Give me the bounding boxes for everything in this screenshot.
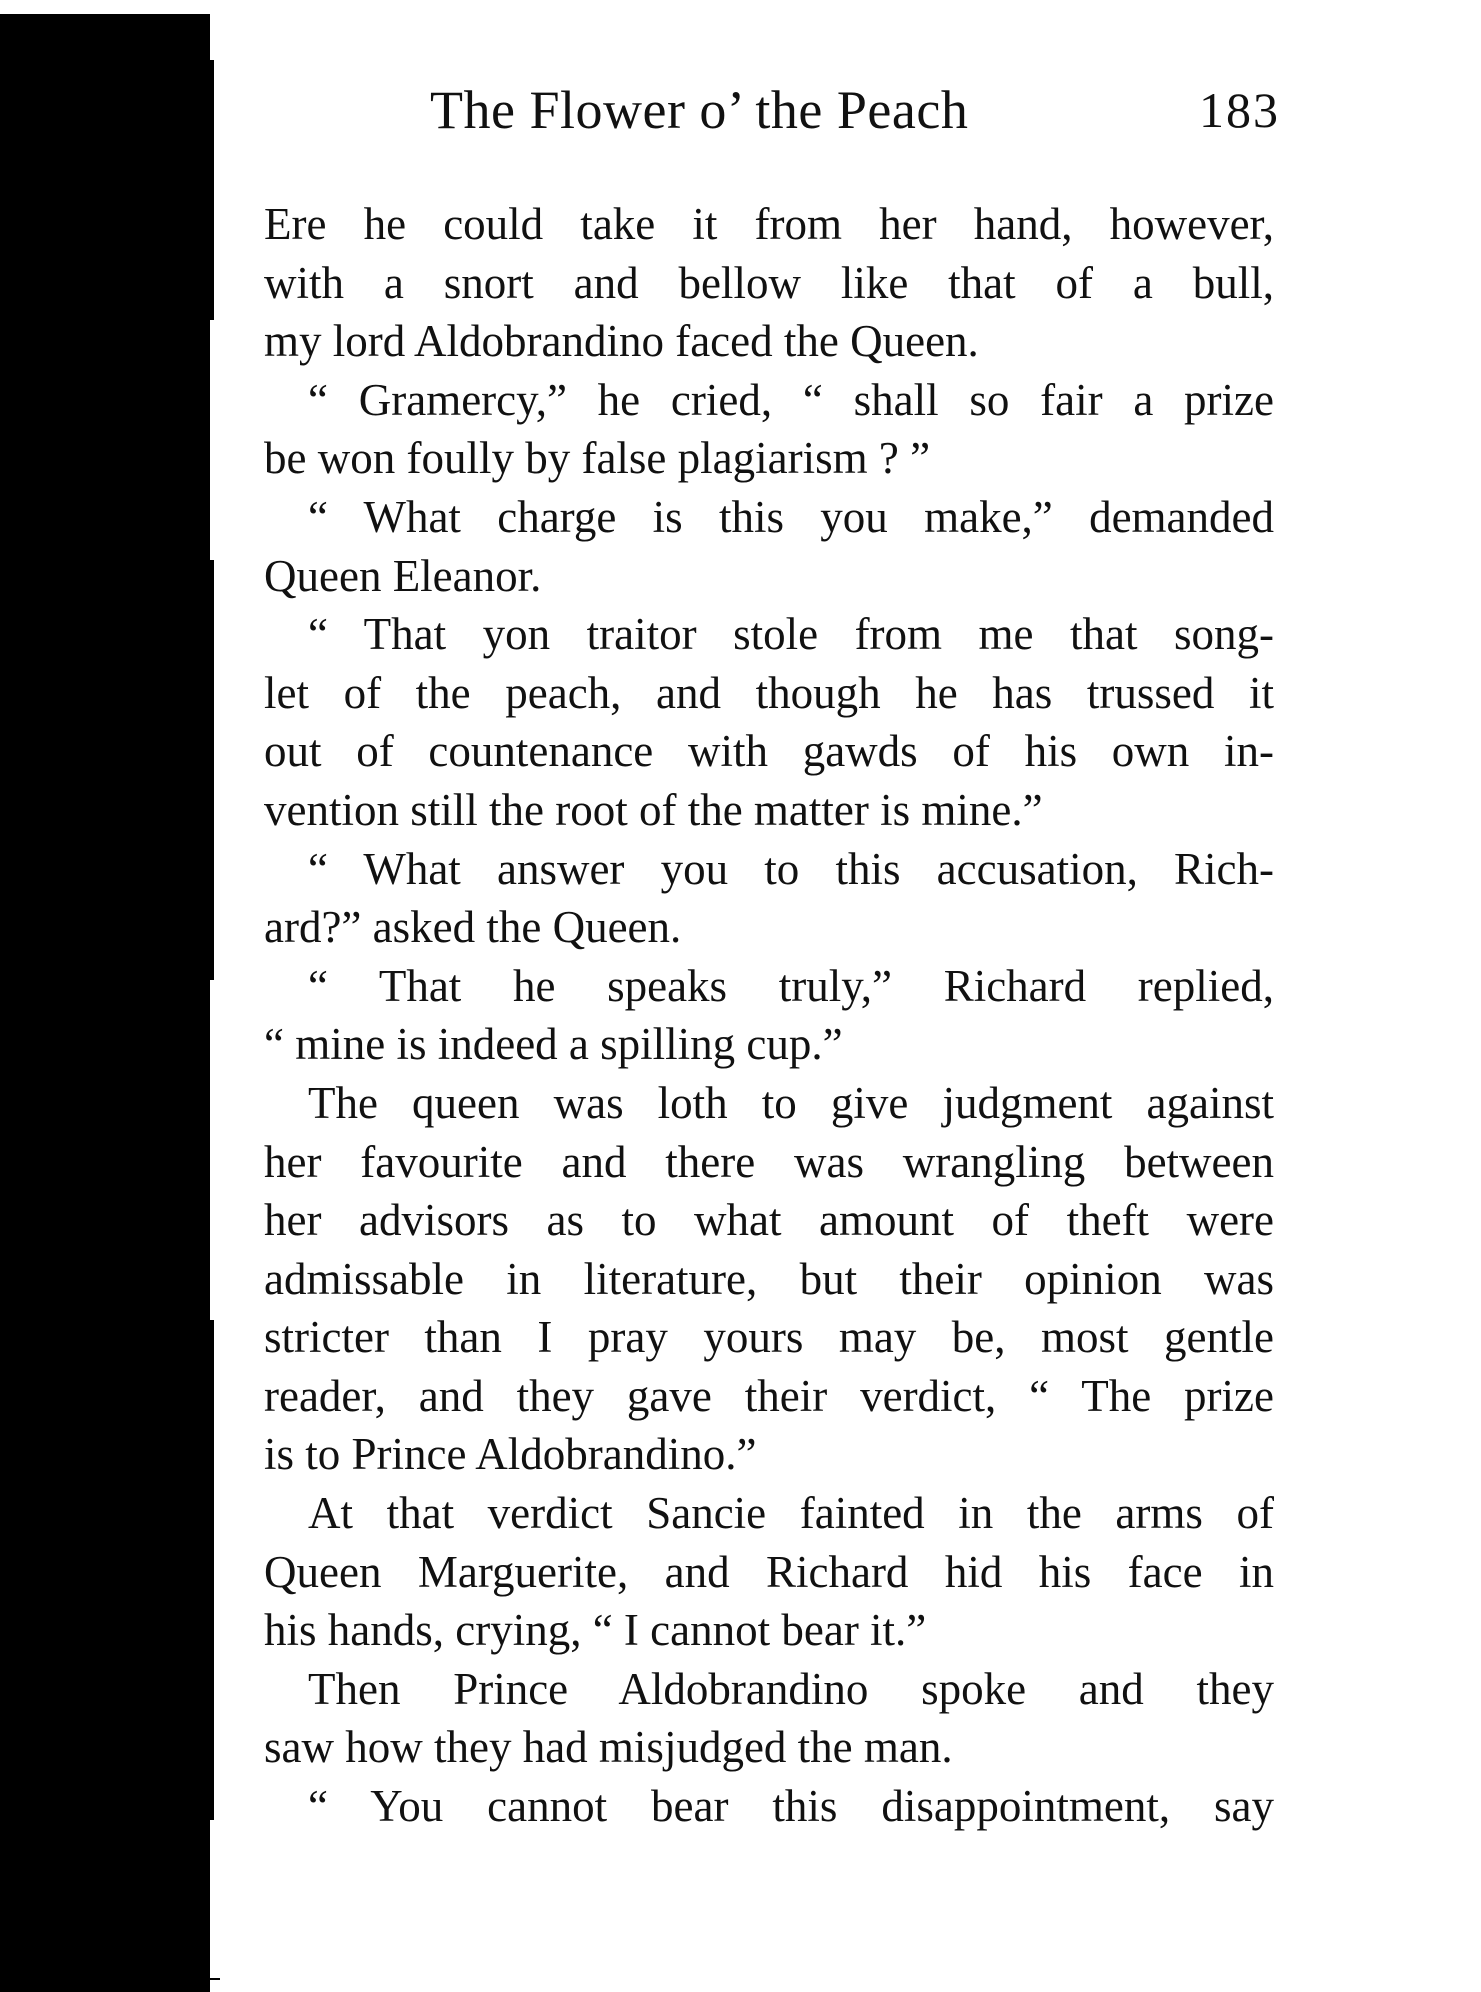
text-line: stricter than I pray yours may be, most gentle	[264, 1312, 1274, 1363]
text-line: reader, and they gave their verdict, “ The prize	[264, 1370, 1274, 1421]
text-line: Queen Eleanor.	[264, 550, 542, 601]
scan-shadow-notch	[200, 560, 214, 980]
text-line: her favourite and there was wrangling between	[264, 1136, 1274, 1187]
scan-shadow-notch	[200, 60, 214, 320]
text-line: At that verdict Sancie fainted in the arms of	[308, 1488, 1274, 1539]
text-line: Ere he could take it from her hand, however,	[264, 199, 1274, 249]
scan-shadow-notch	[200, 1320, 214, 1820]
text-line: be won foully by false plagiarism ? ”	[264, 433, 931, 484]
text-line: her advisors as to what amount of theft were	[264, 1195, 1274, 1246]
text-line: let of the peach, and though he has trussed it	[264, 667, 1274, 718]
text-line: “ That he speaks truly,” Richard replied,	[308, 960, 1274, 1011]
text-line: out of countenance with gawds of his own in-	[264, 726, 1274, 777]
text-line: “ What answer you to this accusation, Rich-	[308, 843, 1274, 894]
page-number: 183	[1199, 82, 1280, 138]
body-text	[264, 195, 1274, 1836]
text-line: “ What charge is this you make,” demanded	[308, 491, 1274, 542]
text-line: ard?” asked the Queen.	[264, 902, 682, 953]
text-line: “ You cannot bear this disappointment, say	[308, 1781, 1274, 1832]
text-line: “ Gramercy,” he cried, “ shall so fair a prize	[308, 374, 1274, 425]
text-line: “ mine is indeed a spilling cup.”	[264, 1019, 843, 1070]
text-line: Then Prince Aldobrandino spoke and they	[308, 1663, 1274, 1714]
text-line: The queen was loth to give judgment against	[308, 1077, 1274, 1128]
text-line: vention still the root of the matter is mine.”	[264, 784, 1043, 835]
running-title: The Flower o’ the Peach	[430, 80, 969, 140]
text-line: my lord Aldobrandino faced the Queen.	[264, 316, 979, 367]
running-head	[430, 80, 1280, 140]
text-line: is to Prince Aldobrandino.”	[264, 1429, 757, 1480]
text-line: Queen Marguerite, and Richard hid his face in	[264, 1546, 1274, 1597]
scan-rule	[150, 1978, 220, 1980]
text-line: “ That yon traitor stole from me that song-	[308, 609, 1274, 660]
text-line: his hands, crying, “ I cannot bear it.”	[264, 1605, 927, 1656]
text-line: admissable in literature, but their opinion was	[264, 1253, 1274, 1304]
text-line: saw how they had misjudged the man.	[264, 1722, 953, 1773]
scan-shadow-left-edge	[0, 14, 210, 1992]
text-line: with a snort and bellow like that of a bull,	[264, 257, 1274, 308]
